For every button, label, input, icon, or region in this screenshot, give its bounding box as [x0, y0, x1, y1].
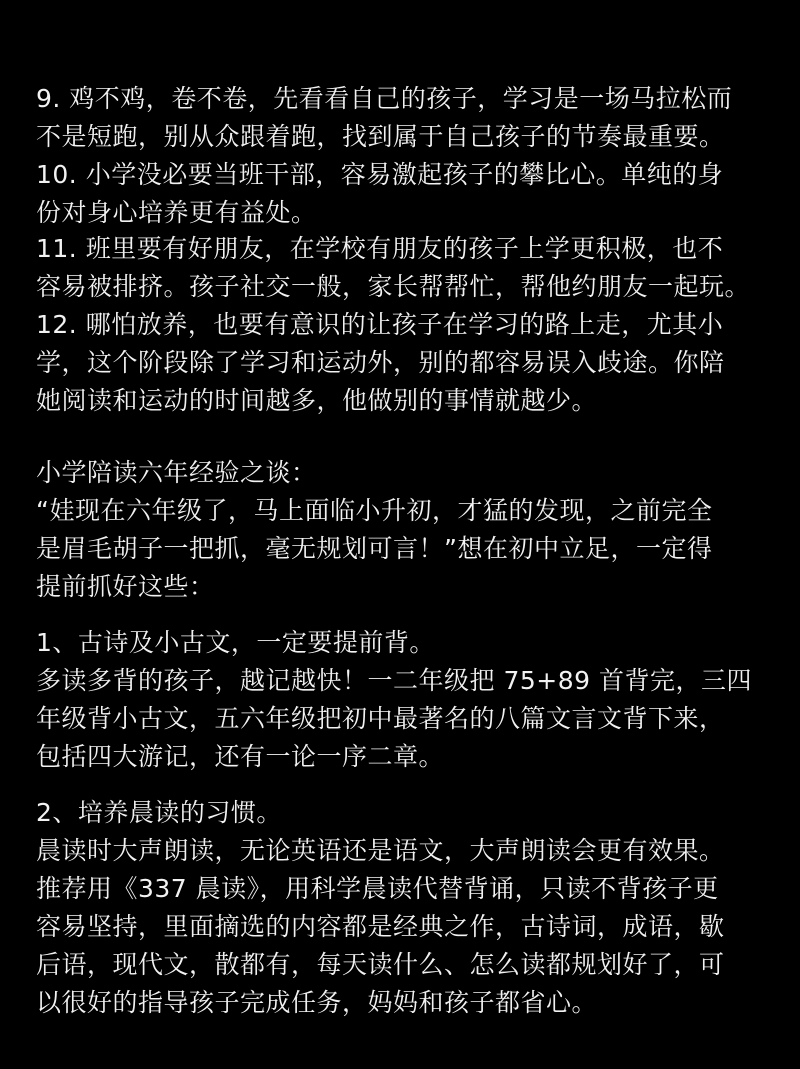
item-heading: 1、古诗及小古文，一定要提前背。	[36, 628, 435, 657]
text-line: 份对身心培养更有益处。	[36, 198, 317, 227]
text-line: 容易被排挤。孩子社交一般，家长帮帮忙，帮他约朋友一起玩。	[36, 272, 751, 301]
text-line: 不是短跑，别从众跟着跑，找到属于自己孩子的节奏最重要。	[36, 122, 725, 151]
section-heading: 小学陪读六年经验之谈：	[36, 458, 317, 487]
text-line: 11. 班里要有好朋友，在学校有朋友的孩子上学更积极，也不	[36, 234, 724, 263]
text-line: 容易坚持，里面摘选的内容都是经典之作，古诗词，成语，歇	[36, 912, 725, 941]
text-line: 多读多背的孩子，越记越快！一二年级把 75+89 首背完，三四	[36, 666, 752, 695]
quote-line: “娃现在六年级了，马上面临小升初，才猛的发现，之前完全	[36, 496, 713, 525]
text-line: 后语，现代文，散都有，每天读什么、怎么读都规划好了，可	[36, 950, 725, 979]
quote-line: 是眉毛胡子一把抓，毫无规划可言！”想在初中立足，一定得	[36, 534, 713, 563]
text-line: 10. 小学没必要当班干部，容易激起孩子的攀比心。单纯的身	[36, 160, 724, 189]
text-line: 晨读时大声朗读，无论英语还是语文，大声朗读会更有效果。	[36, 836, 725, 865]
text-line: 年级背小古文，五六年级把初中最著名的八篇文言文背下来，	[36, 704, 725, 733]
item-heading: 2、培养晨读的习惯。	[36, 798, 282, 827]
text-line: 她阅读和运动的时间越多，他做别的事情就越少。	[36, 386, 598, 415]
text-line: 12. 哪怕放养，也要有意识的让孩子在学习的路上走，尤其小	[36, 310, 724, 339]
text-line: 学，这个阶段除了学习和运动外，别的都容易误入歧途。你陪	[36, 348, 725, 377]
text-line: 推荐用《337 晨读》，用科学晨读代替背诵，只读不背孩子更	[36, 874, 719, 903]
text-line: 9. 鸡不鸡，卷不卷，先看看自己的孩子，学习是一场马拉松而	[36, 84, 733, 113]
text-line: 提前抓好这些：	[36, 572, 215, 601]
text-line: 包括四大游记，还有一论一序二章。	[36, 742, 445, 771]
text-line: 以很好的指导孩子完成任务，妈妈和孩子都省心。	[36, 988, 598, 1017]
